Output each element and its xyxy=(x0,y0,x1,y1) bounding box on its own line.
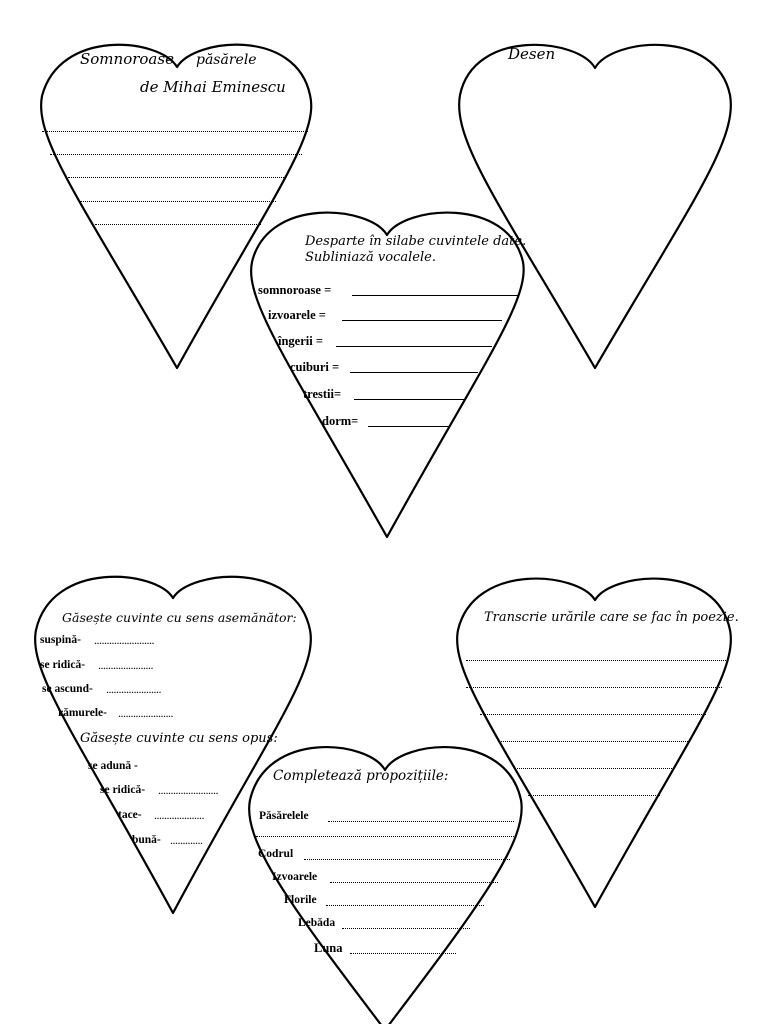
writing-line[interactable] xyxy=(80,201,276,202)
answer-line[interactable] xyxy=(336,346,492,347)
writing-line[interactable] xyxy=(514,768,674,769)
writing-line[interactable] xyxy=(480,714,706,715)
answer-line[interactable] xyxy=(350,372,478,373)
sentence-line[interactable] xyxy=(256,836,514,837)
antonym-answer[interactable]: ........................ xyxy=(158,783,218,797)
drawing-title: Desen xyxy=(508,45,556,63)
antonym-answer[interactable]: ............. xyxy=(170,833,203,847)
writing-line[interactable] xyxy=(528,795,660,796)
sentence-start: Lebăda xyxy=(298,917,336,929)
synonym-answer[interactable]: ...................... xyxy=(106,682,161,696)
antonym-word: se ridică- xyxy=(100,784,146,796)
answer-line[interactable] xyxy=(354,399,466,400)
word-label: cuiburi = xyxy=(290,360,340,374)
complete-title: Completează propozițiile: xyxy=(273,768,449,784)
synonym-answer[interactable]: ........................ xyxy=(94,633,154,647)
answer-line[interactable] xyxy=(368,426,450,427)
poem-title: Somnoroase xyxy=(80,50,174,68)
word-label: izvoarele = xyxy=(268,308,326,322)
synonym-answer[interactable]: ...................... xyxy=(118,706,173,720)
antonym-word: tace- xyxy=(118,809,142,821)
word-label: somnoroase = xyxy=(258,283,332,297)
writing-line[interactable] xyxy=(42,131,308,132)
sentence-start: Codrul xyxy=(258,848,294,860)
antonym-word: se adună - xyxy=(88,760,138,772)
poem-title-2: păsărele xyxy=(196,52,257,68)
sentence-start: Luna xyxy=(314,941,343,955)
writing-line[interactable] xyxy=(466,660,728,661)
sentence-line[interactable] xyxy=(350,953,456,954)
answer-line[interactable] xyxy=(342,320,502,321)
word-label: dorm= xyxy=(322,414,359,428)
sentence-start: Izvoarele xyxy=(272,871,318,883)
writing-line[interactable] xyxy=(466,687,722,688)
wishes-title: Transcrie urările care se fac în poezie. xyxy=(484,610,739,625)
synonym-answer[interactable]: ...................... xyxy=(98,658,153,672)
heart-complete-sentences xyxy=(249,747,522,1024)
sentence-line[interactable] xyxy=(304,859,510,860)
syllables-instruction-1: Desparte în silabe cuvintele date. xyxy=(305,234,527,249)
antonyms-title: Găsește cuvinte cu sens opus: xyxy=(80,731,278,746)
syllables-instruction-2: Subliniază vocalele. xyxy=(305,250,436,265)
answer-line[interactable] xyxy=(352,295,518,296)
word-label: trestii= xyxy=(303,387,342,401)
writing-line[interactable] xyxy=(95,224,261,225)
writing-line[interactable] xyxy=(498,741,690,742)
sentence-line[interactable] xyxy=(330,882,498,883)
synonym-word: suspină- xyxy=(40,634,81,646)
drawing-area[interactable] xyxy=(480,75,710,245)
sentence-start: Păsărelele xyxy=(259,810,309,822)
sentence-line[interactable] xyxy=(342,928,470,929)
synonym-word: rămurele- xyxy=(58,707,107,719)
synonym-word: se ascund- xyxy=(42,683,93,695)
sentence-line[interactable] xyxy=(328,821,514,822)
sentence-start: Florile xyxy=(284,894,317,906)
antonym-word: bună- xyxy=(132,834,161,846)
antonym-answer[interactable]: .................... xyxy=(154,808,204,822)
writing-line[interactable] xyxy=(50,154,302,155)
writing-line[interactable] xyxy=(68,177,286,178)
poem-author: de Mihai Eminescu xyxy=(140,78,286,96)
word-label: îngerii = xyxy=(278,334,323,348)
sentence-line[interactable] xyxy=(326,905,484,906)
synonym-word: se ridică- xyxy=(40,659,86,671)
synonyms-title: Găsește cuvinte cu sens asemănător: xyxy=(62,610,297,625)
